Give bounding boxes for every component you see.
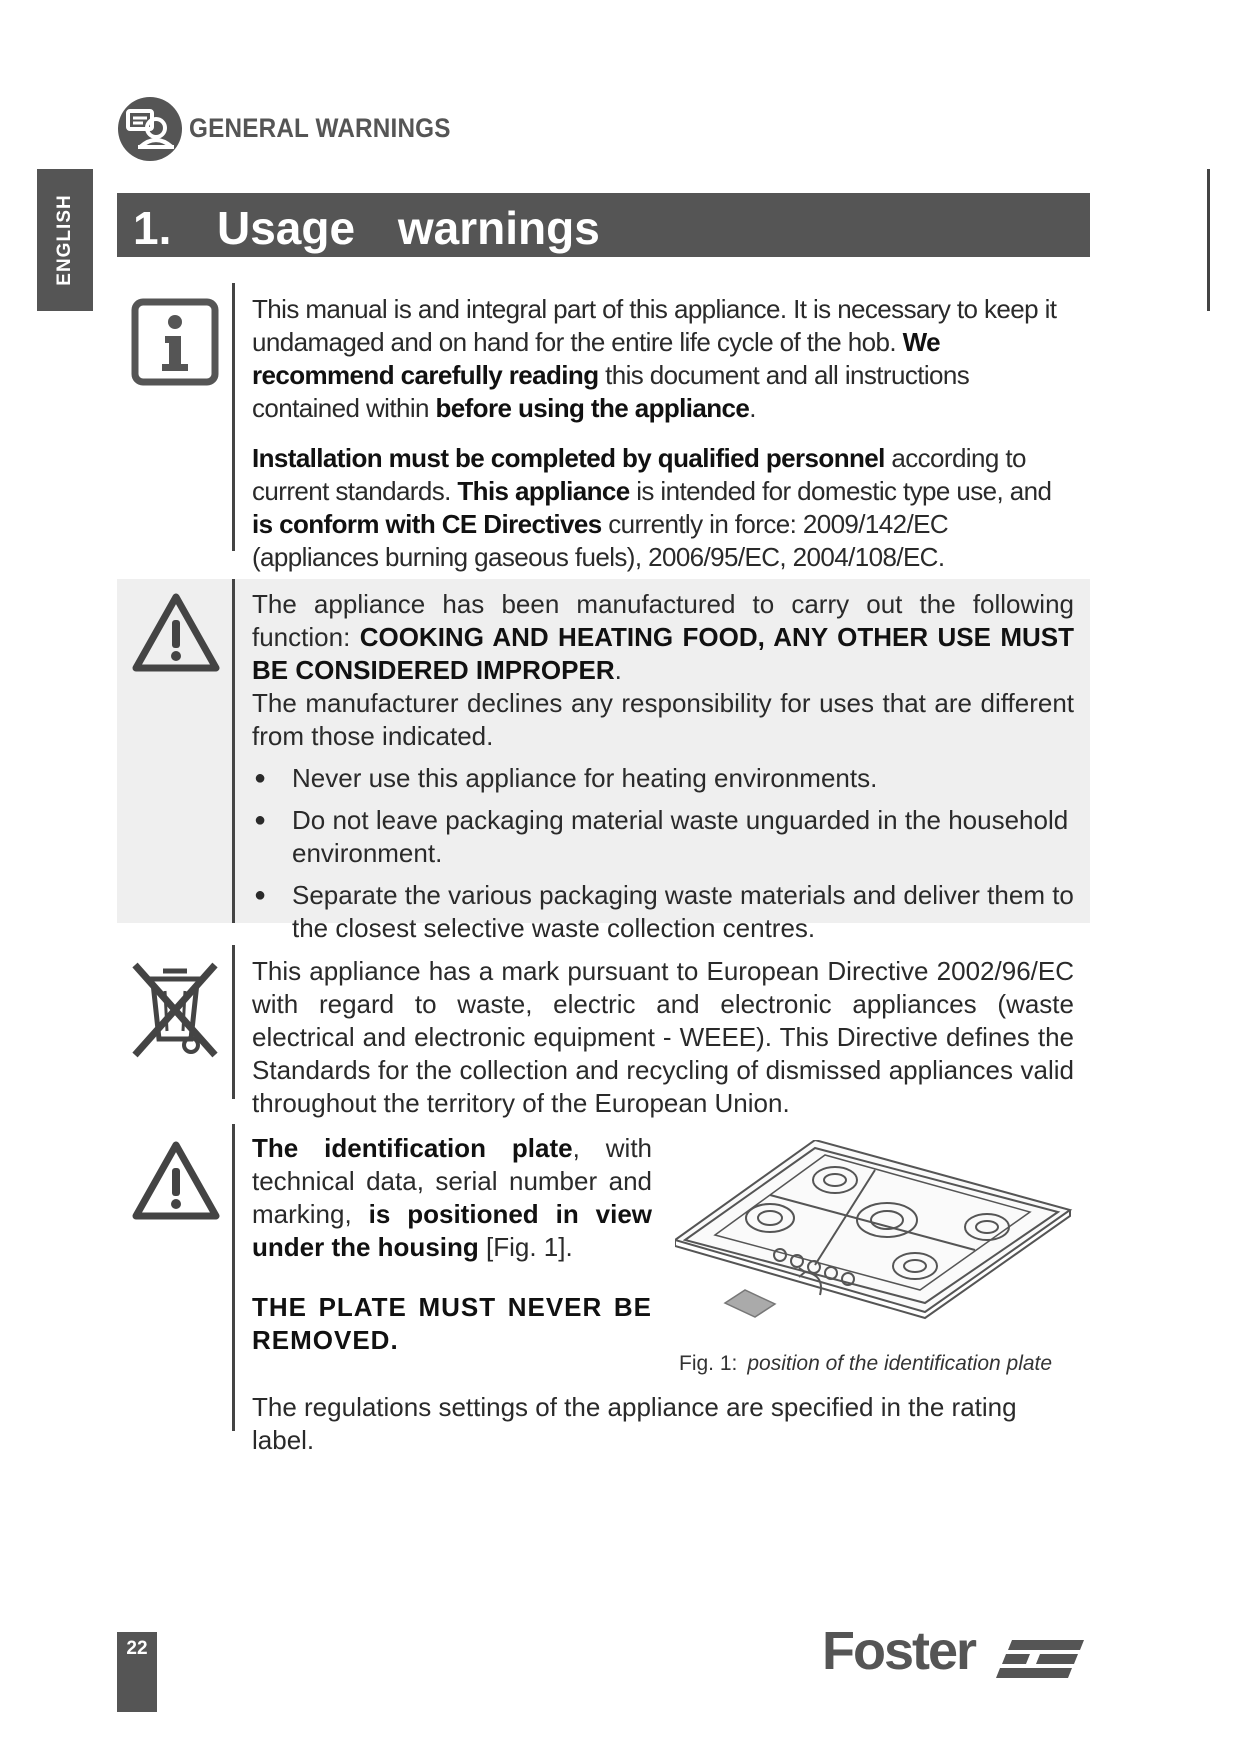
language-label: ENGLISH	[54, 194, 75, 286]
warning1-paragraph-1: The appliance has been manufactured to carry out the following function: COOKING AND HEATING FOOD, ANY OTHER USE MUST BE CONSIDERED IMPROPER.	[252, 589, 1074, 685]
section-label: GENERAL WARNINGS	[189, 113, 451, 143]
brand-logo-text: Foster	[822, 1621, 976, 1681]
section-rule	[232, 579, 235, 923]
identification-plate-icon	[725, 1290, 775, 1317]
warning1-bullet-list	[252, 762, 1074, 945]
weee-text: This appliance has a mark pursuant to European Directive 2002/96/EC with regard to waste, electric and electronic appliances (waste electrical and electronic equipment - WEEE). This Directive defines the Standards for the collection and recycling of dismissed appliances valid throughout the territory of the European Union.	[252, 956, 1074, 1118]
plate-warning: THE PLATE MUST NEVER BE REMOVED.	[252, 1292, 652, 1355]
list-item: ● Separate the various packaging waste materials and deliver them to the closest selective waste collection centres.	[252, 879, 1074, 945]
info-paragraph-1: This manual is and integral part of this appliance. It is necessary to keep it undamaged and on hand for the entire life cycle of the hob. We recommend carefully reading this document and all instructions contained within before using the appliance.	[252, 294, 1057, 423]
info-icon	[131, 298, 219, 391]
page-number: 22	[126, 1638, 148, 1659]
figure-caption: Fig. 1: position of the identification plate	[679, 1352, 1053, 1375]
warning-triangle-icon	[131, 1140, 221, 1227]
manual-reading-icon	[118, 97, 182, 161]
plate-paragraph-1: The identification plate, with technical data, serial number and marking, is positioned in view under the housing [Fig. 1].	[252, 1133, 653, 1262]
warning1-paragraph-2: The manufacturer declines any responsibility for uses that are different from those indicated.	[252, 688, 1074, 751]
warning1-text	[252, 588, 1074, 945]
title-number: 1.	[133, 202, 172, 254]
warning-triangle-icon	[131, 592, 221, 679]
crossed-bin-icon	[129, 961, 221, 1064]
section-rule	[232, 283, 235, 551]
page-title: Usage warnings	[217, 202, 600, 254]
list-item: ● Do not leave packaging material waste unguarded in the household environment.	[252, 804, 1074, 870]
section-rule	[232, 1124, 235, 1431]
language-tab	[37, 169, 93, 311]
info-text	[252, 293, 1074, 574]
brand-logo-mark-icon	[996, 1638, 1084, 1680]
info-paragraph-2: Installation must be completed by qualified personnel according to current standards. This appliance is intended for domestic type use, and is conform with CE Directives currently in force: 2009/142/EC (appliances burning gaseous fuels), 2006/95/EC, 2004/108/EC.	[252, 443, 1052, 572]
hob-figure	[675, 1140, 1075, 1350]
page-title-bar	[117, 193, 1090, 257]
list-item: ● Never use this appliance for heating environments.	[252, 762, 1074, 795]
margin-bar	[1207, 169, 1210, 311]
page-number-tab	[117, 1632, 157, 1712]
plate-text	[252, 1132, 652, 1357]
section-rule	[232, 945, 235, 1099]
rating-label-text: The regulations settings of the appliance are specified in the rating label.	[252, 1392, 1017, 1455]
